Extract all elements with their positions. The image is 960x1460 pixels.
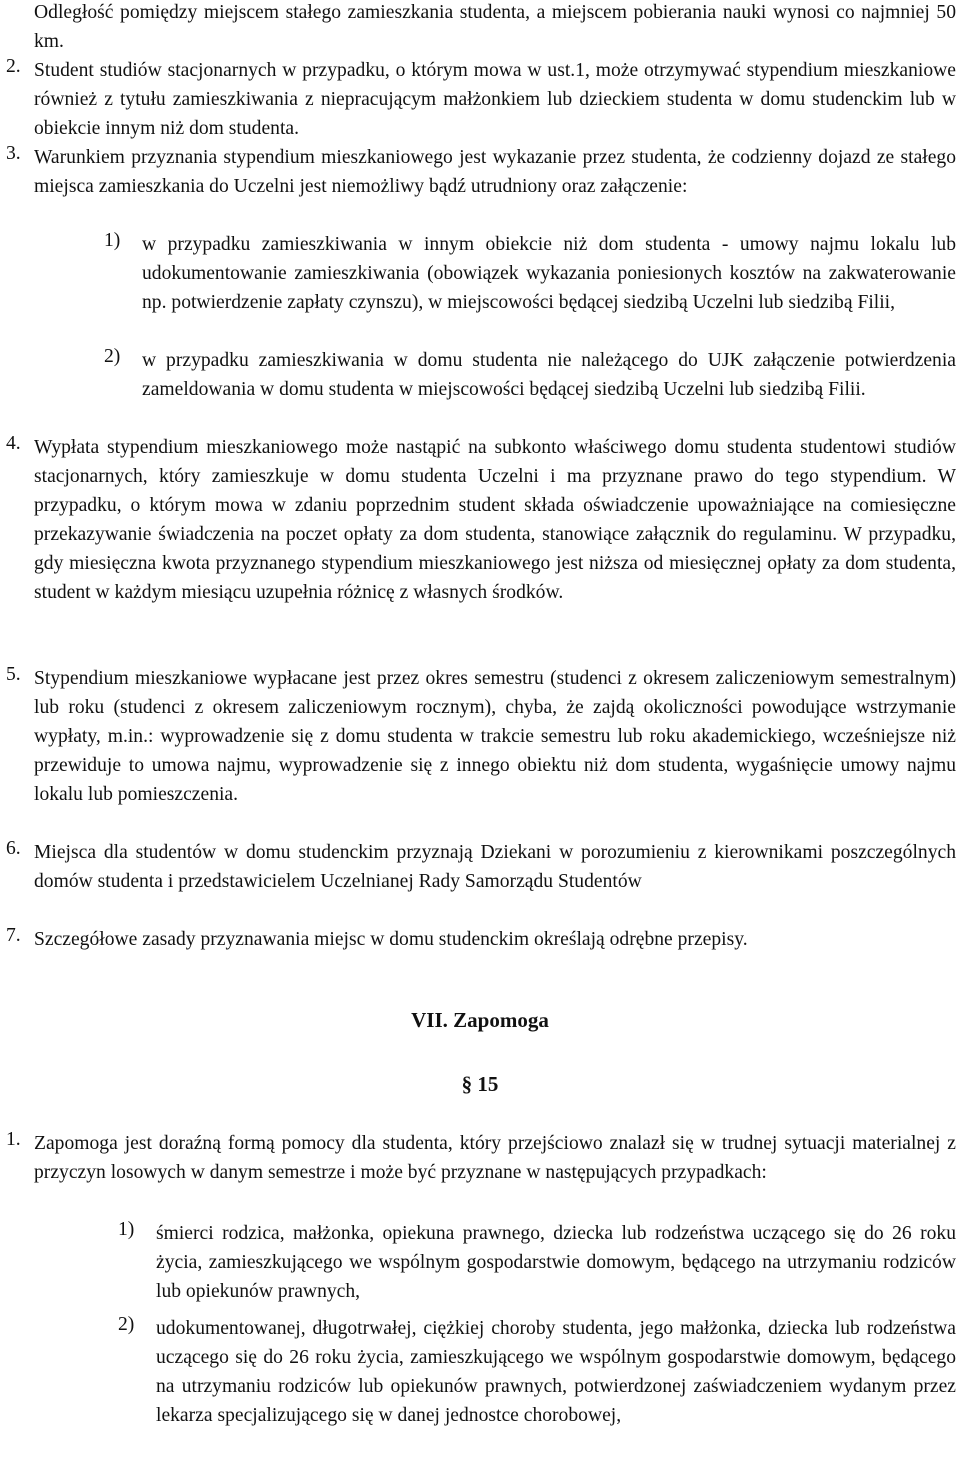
sub-item-text: śmierci rodzica, małżonka, opiekuna prawnego, dziecka lub rodzeństwa uczącego się do 26 roku życia, zamieszkującego we wspólnym gospodarstwie domowym, będącego na utrzymaniu rodziców lub opiekunów prawnych, bbox=[156, 1223, 956, 1302]
list-item-text: Wypłata stypendium mieszkaniowego może nastąpić na subkonto właściwego domu studenta studentowi studiów stacjonarnych, który zamieszkuje w domu studenta Uczelni i ma przyznane prawo do tego stypendium. W przypadku, o którym mowa w zdaniu poprzednim student składa oświadczenie upoważniające na comiesięczne przekazywanie świadczenia na poczet opłaty za dom studenta, stanowiące załącznik do regulaminu. W przypadku, gdy miesięczna kwota przyznanego stypendium mieszkaniowego jest niższa od miesięcznej opłaty za dom studenta, student w każdym miesiącu uzupełnia różnicę z własnych środków. bbox=[34, 437, 956, 603]
sub-item-number: 2) bbox=[118, 1314, 135, 1335]
section-item-1 bbox=[0, 1129, 960, 1187]
list-item-text: Warunkiem przyznania stypendium mieszkaniowego jest wykazanie przez studenta, że codzienny dojazd ze stałego miejsca zamieszkania do Uczelni jest niemożliwy bądź utrudniony oraz załączenie: bbox=[34, 147, 956, 197]
list-item-text: Szczegółowe zasady przyznawania miejsc w domu studenckim określają odrębne przepisy. bbox=[34, 929, 748, 950]
sub-item-3-1 bbox=[0, 230, 960, 317]
list-item-text: Student studiów stacjonarnych w przypadku, o którym mowa w ust.1, może otrzymywać stypendium mieszkaniowe również z tytułu zamieszkiwania z niepracującym małżonkiem lub dzieckiem studenta w domu studenckim lub w obiekcie innym niż dom studenta. bbox=[34, 60, 956, 139]
list-item-6 bbox=[0, 838, 960, 896]
sub-item-15-1-1 bbox=[0, 1219, 960, 1306]
list-item-number: 5. bbox=[6, 664, 21, 685]
list-item-2 bbox=[0, 56, 960, 143]
list-item-number: 6. bbox=[6, 838, 21, 859]
list-item-number: 2. bbox=[6, 56, 21, 77]
sub-item-number: 1) bbox=[118, 1219, 135, 1240]
top-paragraph: Odległość pomiędzy miejscem stałego zamieszkania studenta, a miejscem pobierania nauki wynosi co najmniej 50 km. bbox=[34, 2, 956, 52]
list-item-number: 7. bbox=[6, 925, 21, 946]
sub-item-text: w przypadku zamieszkiwania w domu studenta nie należącego do UJK załączenie potwierdzenia zameldowania w domu studenta w miejscowości będącej siedzibą Uczelni lub siedzibą Filii. bbox=[142, 350, 956, 400]
list-item-3 bbox=[0, 143, 960, 201]
sub-item-number: 2) bbox=[104, 346, 121, 367]
sub-item-text: w przypadku zamieszkiwania w innym obiekcie niż dom studenta - umowy najmu lokalu lub udokumentowanie zamieszkiwania (obowiązek wykazania poniesionych kosztów na zakwaterowanie np. potwierdzenie zapłaty czynszu), w miejscowości będącej siedzibą Uczelni lub siedzibą Filii, bbox=[142, 234, 956, 313]
sub-item-text: udokumentowanej, długotrwałej, ciężkiej choroby studenta, jego małżonka, dziecka lub rodzeństwa uczącego się do 26 roku życia, zamieszkującego we wspólnym gospodarstwie domowym, będącego na utrzymaniu rodziców lub opiekunów prawnych, potwierdzonej zaświadczeniem wydanym przez lekarza specjalizującego się w danej jednostce chorobowej, bbox=[156, 1318, 956, 1426]
sub-item-number: 1) bbox=[104, 230, 121, 251]
list-item-number: 4. bbox=[6, 433, 21, 454]
list-item-text: Stypendium mieszkaniowe wypłacane jest przez okres semestru (studenci z okresem zaliczeniowym semestralnym) lub roku (studenci z okresem zaliczeniowym rocznym), chyba, że zajdą okoliczności powodujące wstrzymanie wypłaty, m.in.: wyprowadzenie się z domu studenta w trakcie semestru lub roku akademickiego, wcześniejsze niż przewiduje to umowa najmu, wyprowadzenie się z innego obiektu niż dom studenta, wygaśnięcie umowy najmu lokalu lub pomieszczenia. bbox=[34, 668, 956, 805]
list-item-text: Zapomoga jest doraźną formą pomocy dla studenta, który przejściowo znalazł się w trudnej sytuacji materialnej z przyczyn losowych w danym semestrze i może być przyznane w następujących przypadkach: bbox=[34, 1133, 956, 1183]
list-item-4 bbox=[0, 433, 960, 607]
sub-item-3-2 bbox=[0, 346, 960, 404]
sub-item-15-1-2 bbox=[0, 1314, 960, 1430]
paragraph-mark: § 15 bbox=[461, 1072, 499, 1096]
list-item-5 bbox=[0, 664, 960, 809]
section-heading: VII. Zapomoga bbox=[411, 1008, 549, 1032]
list-item-number: 3. bbox=[6, 143, 21, 164]
list-item-text: Miejsca dla studentów w domu studenckim przyznają Dziekani w porozumieniu z kierownikami poszczególnych domów studenta i przedstawicielem Uczelnianej Rady Samorządu Studentów bbox=[34, 842, 956, 892]
list-item-7 bbox=[0, 925, 960, 954]
list-item-number: 1. bbox=[6, 1129, 21, 1150]
